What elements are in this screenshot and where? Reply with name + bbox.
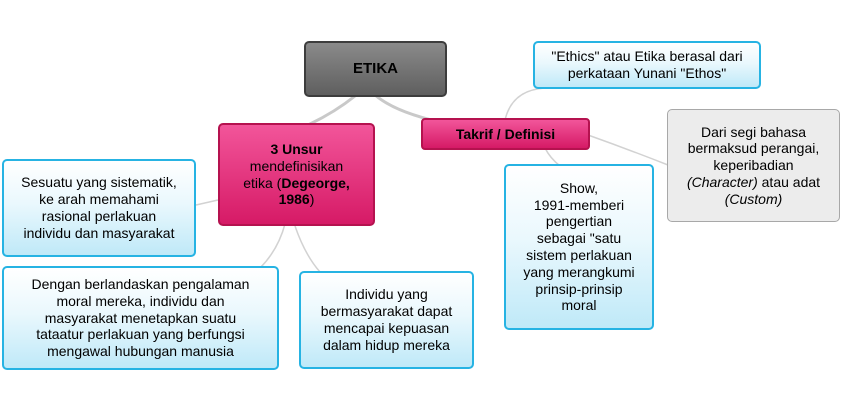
node-text: "Ethics" atau Etika berasal dari perkataan Yunani "Ethos" bbox=[551, 48, 743, 81]
node-unsur-pengalaman[interactable] bbox=[2, 266, 279, 370]
link-root-unsur bbox=[310, 96, 355, 124]
root-node-etika[interactable] bbox=[304, 41, 447, 97]
takrif-label: Takrif / Definisi bbox=[455, 125, 556, 142]
node-text: Dari segi bahasa bermaksud perangai, keperibadian (Character) atau adat (Custom) bbox=[686, 123, 821, 207]
unsur-line2: mendefinisikan bbox=[249, 157, 344, 174]
unsur-line3: etika (Degeorge, bbox=[243, 174, 350, 191]
node-3-unsur[interactable] bbox=[218, 123, 375, 226]
node-definisi-ethos[interactable] bbox=[533, 41, 761, 89]
unsur-title: 3 Unsur bbox=[270, 140, 323, 157]
node-text: Sesuatu yang sistematik, ke arah memahami rasional perlakuan individu dan masyarakat bbox=[21, 174, 177, 241]
node-unsur-sistematik[interactable] bbox=[2, 159, 196, 257]
link-unsur-item3 bbox=[295, 226, 320, 272]
unsur-line4: 1986) bbox=[278, 191, 315, 208]
node-takrif-definisi[interactable] bbox=[421, 118, 590, 150]
node-unsur-kepuasan[interactable] bbox=[299, 271, 474, 369]
node-definisi-show-1991[interactable] bbox=[504, 164, 654, 330]
link-takrif-bahasa bbox=[588, 135, 668, 165]
link-unsur-item2 bbox=[260, 224, 285, 268]
link-takrif-item1 bbox=[505, 88, 545, 120]
node-segi-bahasa[interactable] bbox=[667, 109, 840, 222]
root-label: ETIKA bbox=[353, 60, 398, 77]
node-text: Dengan berlandaskan pengalaman moral mereka, individu dan masyarakat menetapkan suatu tataatur perlakuan yang berfungsi mengawal hubungan manusia bbox=[31, 276, 250, 360]
node-text: Show, 1991-memberi pengertian sebagai "satu sistem perlakuan yang merangkumi prinsip-prinsip moral bbox=[523, 179, 635, 314]
node-text: Individu yang bermasyarakat dapat mencapai kepuasan dalam hidup mereka bbox=[320, 286, 453, 353]
link-unsur-item1 bbox=[196, 200, 218, 205]
